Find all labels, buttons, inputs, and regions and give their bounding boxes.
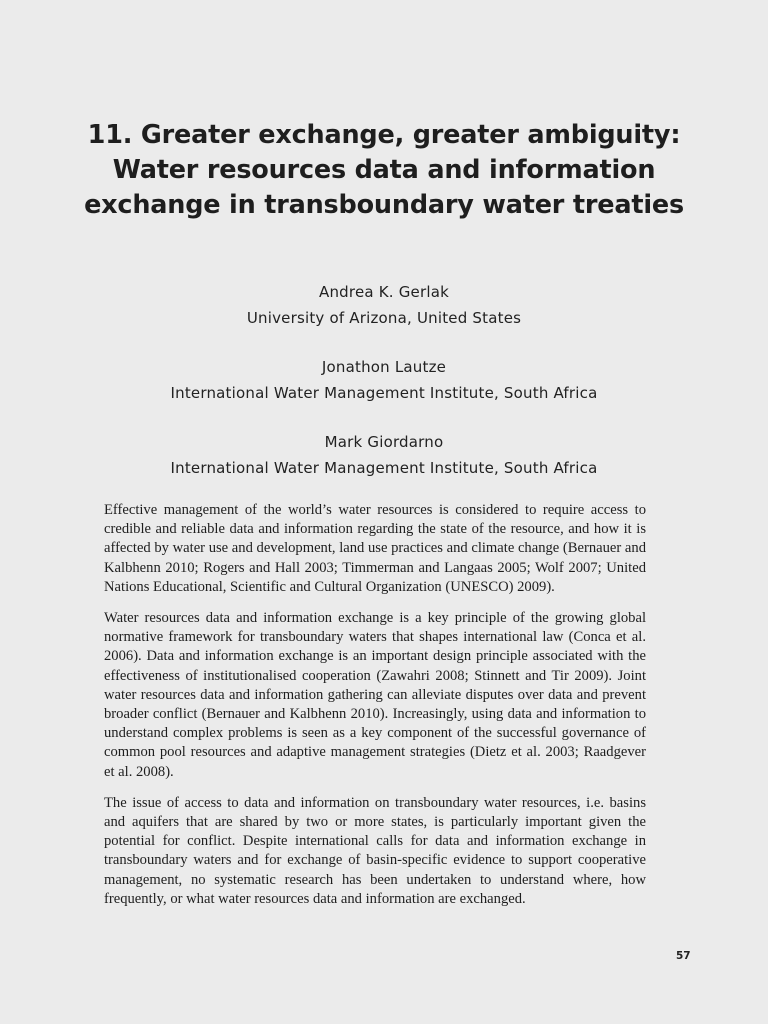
author-name: Andrea K. Gerlak (319, 283, 449, 301)
author-affiliation: International Water Management Institute, South Africa (170, 459, 598, 477)
author-entry (84, 279, 684, 331)
author-affiliation: University of Arizona, United States (246, 309, 522, 327)
page-number: 57 (676, 950, 691, 962)
body-paragraph: Water resources data and information exchange is a key principle of the growing global normative framework for transboundary waters that shapes international law (Conca et al. 2006). Data and information exchange is an important design principle associated with the effectiveness of institutionalised cooperation (Zawahri 2008; Stinnett and Tir 2009). Joint water resources data and information gathering can alleviate disputes over data and prevent broader conflict (Bernauer and Kalbhenn 2010). Increasingly, using data and information to understand complex problems is seen as a key component of the successful governance of common pool resources and adaptive management strategies (Dietz et al. 2003; Raadgever et al. 2008). (104, 610, 646, 780)
author-name: Jonathon Lautze (321, 358, 447, 376)
author-list (84, 279, 684, 504)
body-text (104, 501, 646, 921)
body-paragraph: The issue of access to data and information on transboundary water resources, i.e. basins and aquifers that are shared by two or more states, is particularly important given the potential for conflict. Despite international calls for data and information exchange in transboundary waters and for exchange of basin-specific evidence to support cooperative management, no systematic research has been undertaken to understand where, how frequently, or what water resources data and information are exchanged. (104, 794, 646, 907)
author-name: Mark Giordarno (324, 433, 444, 451)
body-paragraph: Effective management of the world’s water resources is considered to require access to credible and reliable data and information regarding the state of the resource, and how it is affected by water use and development, land use practices and climate change (Bernauer and Kalbhenn 2010; Rogers and Hall 2003; Timmerman and Langaas 2005; Wolf 2007; United Nations Educational, Scientific and Cultural Organization (UNESCO) 2009). (104, 502, 646, 595)
author-entry (84, 429, 684, 481)
author-entry (84, 354, 684, 406)
chapter-title: 11. Greater exchange, greater ambiguity: Water resources data and information exchange in transboundary water treaties (84, 120, 684, 220)
author-affiliation: International Water Management Institute, South Africa (170, 384, 598, 402)
